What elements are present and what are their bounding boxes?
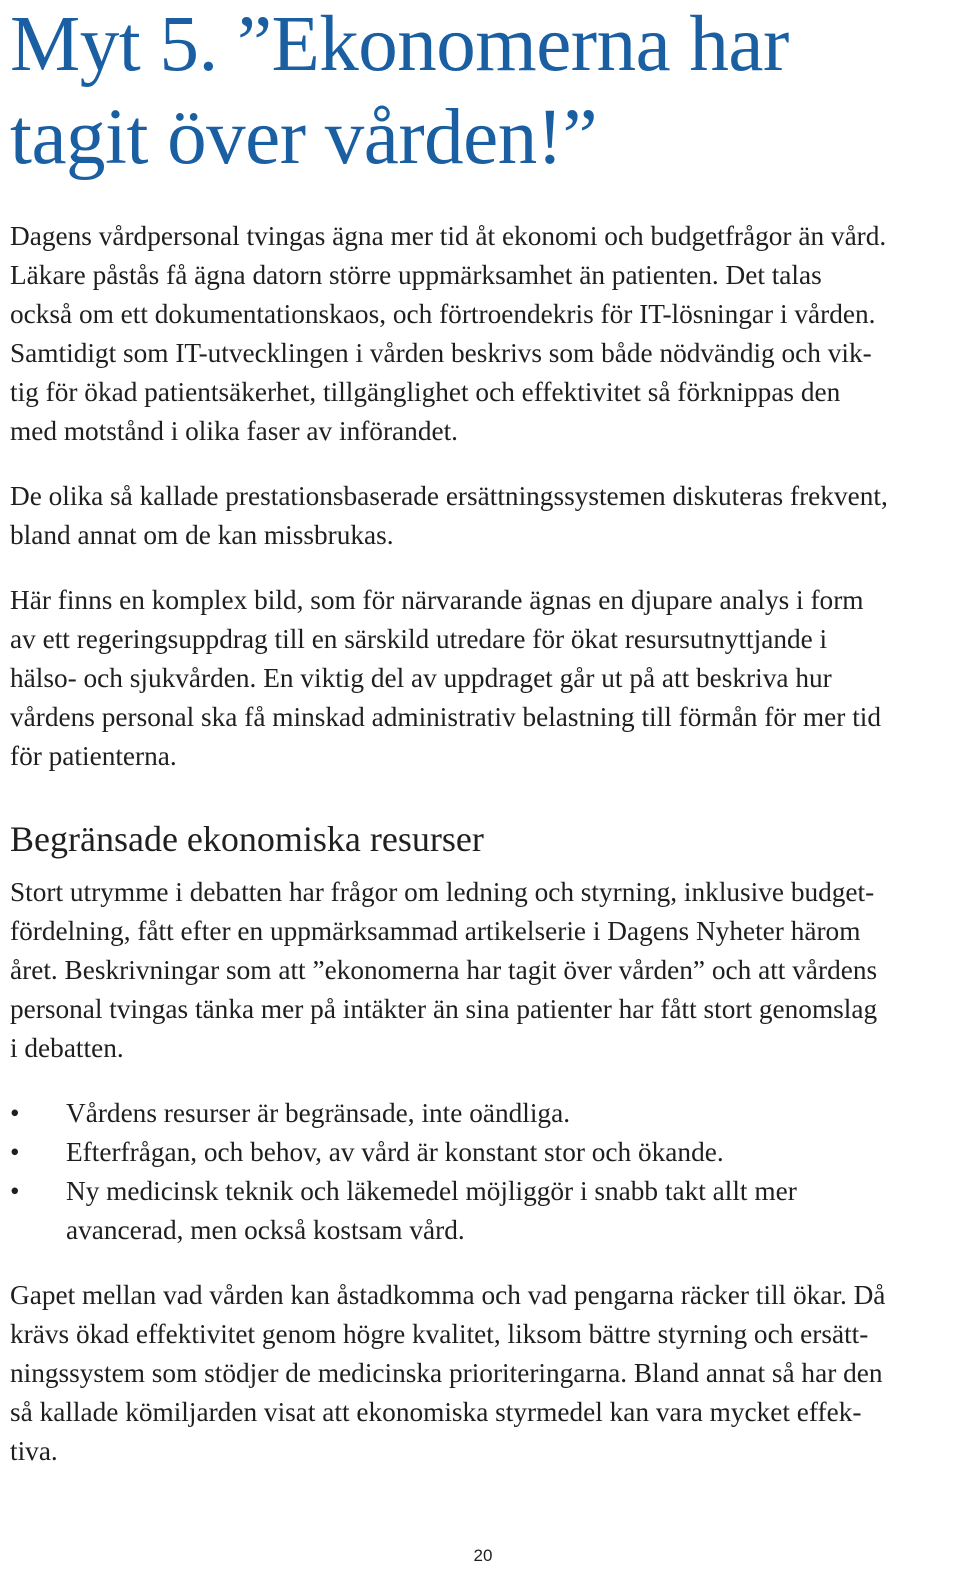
text-line: personal tvingas tänka mer på intäkter än sina patienter har fått stort genomslag [10, 994, 878, 1024]
text-line: tiva. [10, 1436, 58, 1466]
text-line: året. Beskrivningar som att ”ekonomerna har tagit över vården” och att vårdens [10, 955, 878, 985]
text-line: också om ett dokumentationskaos, och förtroendekris för IT-lösningar i vården. [10, 299, 876, 329]
title-line: tagit över vården!” [10, 94, 598, 181]
text-line: i debatten. [10, 1033, 124, 1063]
text-line: Gapet mellan vad vården kan åstadkomma och vad pengarna räcker till ökar. Då [10, 1280, 886, 1310]
text-line: ningssystem som stödjer de medicinska prioriteringarna. Bland annat så har den [10, 1358, 883, 1388]
text-line: Läkare påstås få ägna datorn större uppmärksamhet än patienten. Det talas [10, 260, 822, 290]
text-line: Stort utrymme i debatten har frågor om ledning och styrning, inklusive budget- [10, 877, 875, 907]
page-title [10, 0, 789, 184]
page-number: 20 [473, 1546, 493, 1565]
text-line: krävs ökad effektivitet genom högre kvalitet, liksom bättre styrning och ersätt- [10, 1319, 869, 1349]
text-line: Dagens vårdpersonal tvingas ägna mer tid åt ekonomi och budgetfrågor än vård. [10, 221, 887, 251]
intro-paragraph [10, 217, 955, 451]
section-heading: Begränsade ekonomiska resurser [10, 819, 484, 859]
text-line: fördelning, fått efter en uppmärksammad artikelserie i Dagens Nyheter härom [10, 916, 861, 946]
bullet-list [10, 1094, 910, 1250]
bullet-item [10, 1172, 910, 1250]
text-line: för patienterna. [10, 741, 177, 771]
bullet-dot: • [10, 1098, 20, 1128]
text-line: De olika så kallade prestationsbaserade ersättningssystemen diskuteras frekvent, [10, 481, 888, 511]
text-line: Samtidigt som IT-utvecklingen i vården beskrivs som både nödvändig och vik- [10, 338, 872, 368]
bullet-dot: • [10, 1176, 20, 1206]
bullet-dot: • [10, 1137, 20, 1167]
closing-paragraph [10, 1276, 955, 1471]
text-line: hälso- och sjukvården. En viktig del av uppdraget går ut på att beskriva hur [10, 663, 832, 693]
text-line: bland annat om de kan missbrukas. [10, 520, 394, 550]
bullet-text: Ny medicinsk teknik och läkemedel möjliggör i snabb takt allt mer [66, 1176, 797, 1206]
text-line: av ett regeringsuppdrag till en särskild utredare för ökat resursutnyttjande i [10, 624, 828, 654]
text-line: så kallade kömiljarden visat att ekonomiska styrmedel kan vara mycket effek- [10, 1397, 862, 1427]
section-intro-paragraph [10, 873, 955, 1068]
bullet-text: Efterfrågan, och behov, av vård är konstant stor och ökande. [66, 1137, 724, 1167]
bullet-text: avancerad, men också kostsam vård. [66, 1215, 465, 1245]
text-line: tig för ökad patientsäkerhet, tillgänglighet och effektivitet så förknippas den [10, 377, 841, 407]
bullet-item [10, 1133, 910, 1172]
text-line: Här finns en komplex bild, som för närvarande ägnas en djupare analys i form [10, 585, 864, 615]
bullet-item [10, 1094, 910, 1133]
text-line: vårdens personal ska få minskad administrativ belastning till förmån för mer tid [10, 702, 882, 732]
text-line: med motstånd i olika faser av införandet. [10, 416, 458, 446]
compensation-paragraph [10, 477, 955, 555]
bullet-text: Vårdens resurser är begränsade, inte oändliga. [66, 1098, 571, 1128]
inquiry-paragraph [10, 581, 955, 776]
title-line: Myt 5. ”Ekonomerna har [10, 1, 789, 88]
